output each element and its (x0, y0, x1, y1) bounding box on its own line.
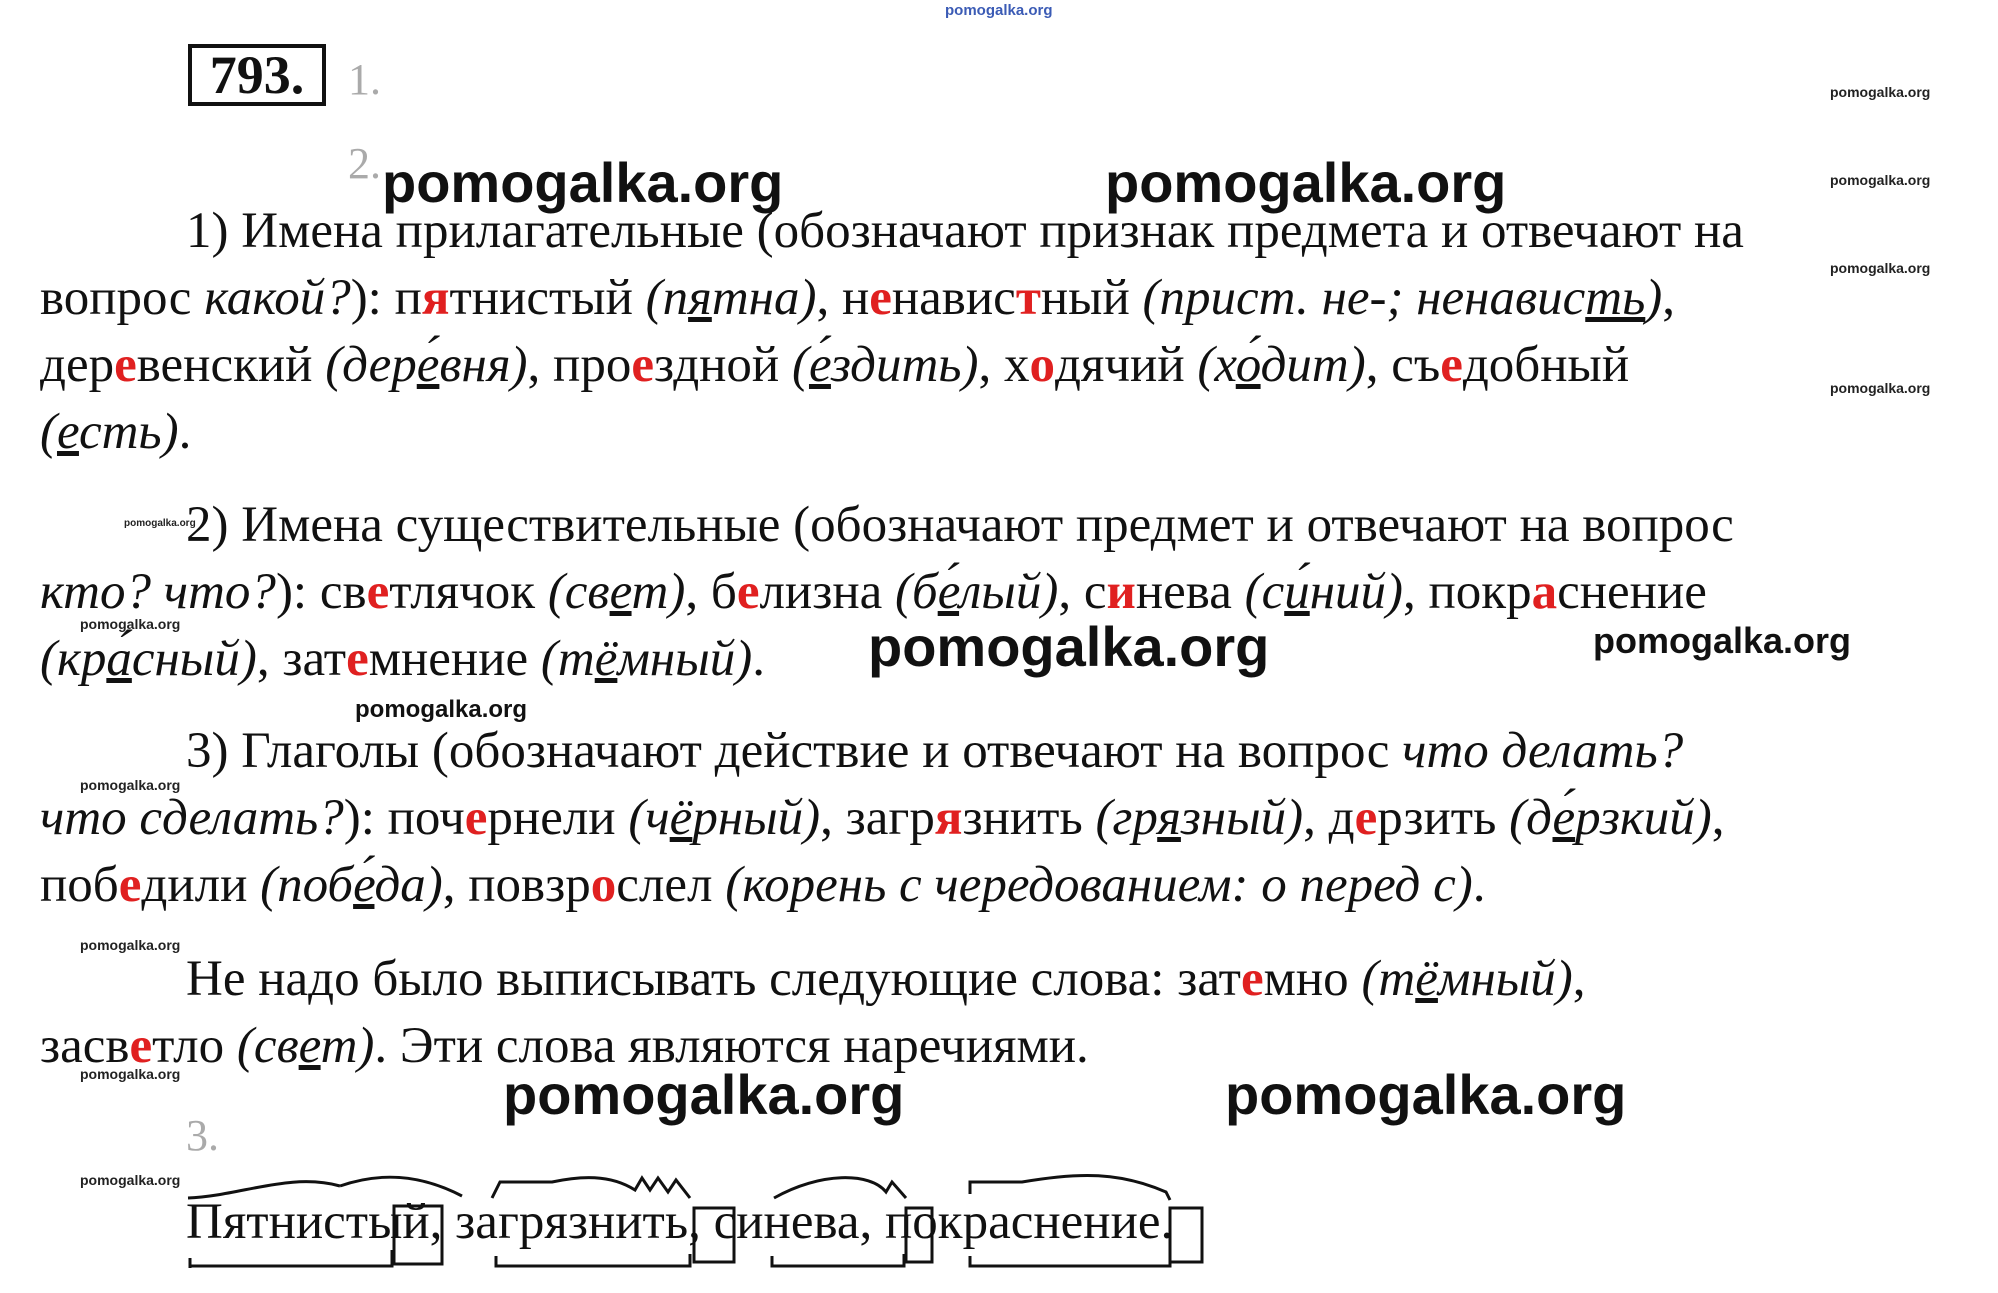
italic-text: (п (645, 270, 689, 326)
p4-line-1 (186, 946, 1586, 1013)
italic-text: здить) (830, 337, 979, 393)
italic-text: какой? (204, 270, 351, 326)
italic-text: рный) (692, 790, 821, 846)
highlighted-vowel: е (1440, 337, 1463, 393)
watermark: pomogalka.org (1830, 380, 1931, 396)
text: , покр (1403, 564, 1532, 620)
watermark: pomogalka.org (80, 1066, 181, 1082)
text: рнели (487, 790, 629, 846)
text: мнение (368, 631, 541, 687)
italic-text: (ч (628, 790, 670, 846)
highlighted-vowel: е (736, 564, 760, 620)
italic-text: (т (1361, 951, 1416, 1007)
text: засв (40, 1018, 130, 1074)
watermark: pomogalka.org (1830, 84, 1931, 100)
text: . (178, 404, 192, 460)
text: мно (1263, 951, 1362, 1007)
text: , х (978, 337, 1030, 393)
highlighted-vowel: о (1029, 337, 1055, 393)
section-marker-3: 3. (186, 1111, 219, 1160)
watermark-large: pomogalka.org (503, 1063, 905, 1126)
italic-text: зный) (1180, 790, 1304, 846)
italic-text: (св (236, 1018, 299, 1074)
italic-text: (поб (260, 857, 354, 913)
p1-line-1 (186, 198, 1744, 265)
text: тнистый (449, 270, 646, 326)
text: , съ (1365, 337, 1441, 393)
ending-box-4 (1170, 1208, 1202, 1262)
text: ): св (275, 564, 367, 620)
exercise-number: 793. (188, 44, 326, 106)
watermark: pomogalka.org (80, 616, 181, 632)
underlined-letter: о́ (1235, 337, 1261, 393)
p2-line-1 (186, 492, 1734, 559)
italic-text: сный) (131, 631, 257, 687)
text: 1) Имена прилагательные (обозначают признак предмета и отвечают на (186, 203, 1744, 259)
text: , б (685, 564, 737, 620)
watermark-large: pomogalka.org (382, 151, 784, 214)
italic-text: (б (895, 564, 938, 620)
italic-text: (гр (1095, 790, 1158, 846)
underlined-letter: я (688, 270, 712, 326)
underlined-letter: ё (594, 631, 618, 687)
morph-separator: , (688, 1194, 714, 1250)
italic-text: ( (791, 337, 809, 393)
p1-line-2 (40, 265, 1675, 332)
highlighted-vowel: я (421, 270, 450, 326)
text: , (1572, 951, 1586, 1007)
italic-text: (кр (40, 631, 107, 687)
morph-word-2: загрязнить (455, 1194, 689, 1250)
watermark: pomogalka.org (124, 518, 196, 529)
text: ): поч (343, 790, 465, 846)
p3-line-1 (186, 718, 1683, 785)
text: . (752, 631, 765, 687)
text: . (1472, 857, 1486, 913)
italic-text: ) (1645, 270, 1663, 326)
text: , н (816, 270, 870, 326)
text: навис (891, 270, 1016, 326)
watermark-large: pomogalka.org (868, 615, 1270, 678)
text: . Эти слова являются наречиями. (374, 1018, 1089, 1074)
italic-text: (прист. не-; ненавис (1142, 270, 1586, 326)
highlighted-vowel: я (934, 790, 963, 846)
watermark: pomogalka.org (1593, 620, 1852, 661)
italic-text: сть) (78, 404, 179, 460)
text: рзить (1377, 790, 1510, 846)
watermark-top: pomogalka.org (945, 2, 1053, 19)
text: венский (136, 337, 326, 393)
p3-line-2 (40, 785, 1724, 852)
text: тлячок (389, 564, 548, 620)
text: лизна (759, 564, 896, 620)
underlined-letter: е (56, 404, 79, 460)
text: 3) Глаголы (обозначают действие и отвечают на вопрос (186, 723, 1403, 779)
text: здной (653, 337, 792, 393)
underlined-letter: е (298, 1018, 321, 1074)
italic-text: дит) (1260, 337, 1366, 393)
text: ный (1040, 270, 1143, 326)
p4-line-2 (40, 1013, 1089, 1080)
italic-text: что сделать? (40, 790, 344, 846)
p2-line-3 (40, 626, 765, 693)
text: , с (1058, 564, 1107, 620)
watermark: pomogalka.org (80, 937, 181, 953)
underlined-letter: ё (669, 790, 693, 846)
text: , (1711, 790, 1725, 846)
underlined-letter: е́ (416, 337, 440, 393)
highlighted-vowel: т (1015, 270, 1041, 326)
watermark: pomogalka.org (355, 696, 528, 723)
text: , (1662, 270, 1676, 326)
text: 2) Имена существительные (обозначают предмет и отвечают на вопрос (186, 497, 1734, 553)
highlighted-vowel: о (590, 857, 617, 913)
underlined-letter: и́ (1284, 564, 1310, 620)
highlighted-vowel: е (366, 564, 390, 620)
text: знить (962, 790, 1096, 846)
italic-text: (т (540, 631, 595, 687)
watermark-large: pomogalka.org (1225, 1063, 1627, 1126)
italic-text: ний) (1309, 564, 1404, 620)
watermark: pomogalka.org (1830, 172, 1931, 188)
highlighted-vowel: е (114, 337, 137, 393)
morph-word-3: синева (713, 1194, 860, 1250)
italic-text: (св (547, 564, 610, 620)
watermark: pomogalka.org (80, 777, 181, 793)
highlighted-vowel: е (464, 790, 488, 846)
italic-text: т) (320, 1018, 375, 1074)
highlighted-vowel: е (118, 857, 142, 913)
italic-text: мный) (617, 631, 753, 687)
text: дер (40, 337, 115, 393)
italic-text: тна) (711, 270, 817, 326)
morph-word-1: Пятнистый (186, 1194, 430, 1250)
text: вопрос (40, 270, 205, 326)
underlined-letter: ть (1585, 270, 1646, 326)
p3-line-3 (40, 852, 1485, 919)
text: ): п (350, 270, 422, 326)
watermark: pomogalka.org (80, 1172, 181, 1188)
italic-text: (д (1509, 790, 1553, 846)
text: дили (141, 857, 261, 913)
text: , загр (820, 790, 935, 846)
underlined-letter: я (1157, 790, 1181, 846)
underlined-letter: е́ (937, 564, 960, 620)
highlighted-vowel: е (129, 1018, 153, 1074)
italic-text: лый) (959, 564, 1059, 620)
italic-text: вня) (439, 337, 528, 393)
text: поб (40, 857, 119, 913)
italic-text: мный) (1437, 951, 1573, 1007)
italic-text: (корень с чередованием: о перед с) (725, 857, 1473, 913)
italic-text: ( (40, 404, 57, 460)
underlined-letter: е́ (1552, 790, 1576, 846)
highlighted-vowel: и (1106, 564, 1136, 620)
highlighted-vowel: а (1531, 564, 1558, 620)
underlined-letter: ё (1415, 951, 1438, 1007)
italic-text: да) (374, 857, 443, 913)
morpheme-line (186, 1192, 1173, 1252)
highlighted-vowel: е (1354, 790, 1378, 846)
highlighted-vowel: е (869, 270, 892, 326)
section-marker-2: 2. (348, 139, 381, 188)
p2-line-2 (40, 559, 1707, 626)
underlined-letter: е́ (808, 337, 831, 393)
p1-line-4 (40, 399, 191, 466)
text: тло (152, 1018, 237, 1074)
text: добный (1462, 337, 1630, 393)
morph-end: . (1160, 1194, 1174, 1250)
italic-text: кто? что? (40, 564, 276, 620)
italic-text: (дер (325, 337, 417, 393)
text: слел (616, 857, 726, 913)
morph-separator: , (429, 1194, 456, 1250)
section-marker-1: 1. (348, 55, 381, 104)
highlighted-vowel: е (346, 631, 369, 687)
highlighted-vowel: е (631, 337, 654, 393)
text: Не надо было выписывать следующие слова: зат (186, 951, 1241, 1007)
text: нева (1135, 564, 1245, 620)
italic-text: (х (1197, 337, 1236, 393)
italic-text: что делать? (1402, 723, 1684, 779)
p1-line-3 (40, 332, 1629, 399)
italic-text: (с (1244, 564, 1285, 620)
text: , д (1303, 790, 1355, 846)
underlined-letter: е (609, 564, 632, 620)
text: , повзр (442, 857, 591, 913)
underlined-letter: а́ (106, 631, 132, 687)
text: , зат (256, 631, 347, 687)
highlighted-vowel: е (1240, 951, 1264, 1007)
watermark-large: pomogalka.org (1105, 151, 1507, 214)
text: , про (527, 337, 632, 393)
morph-word-4: покраснение (885, 1194, 1161, 1250)
text: снение (1557, 564, 1707, 620)
underlined-letter: е́ (353, 857, 375, 913)
italic-text: рзкий) (1575, 790, 1712, 846)
text: дячий (1054, 337, 1198, 393)
italic-text: т) (631, 564, 686, 620)
morph-separator: , (859, 1194, 885, 1250)
watermark: pomogalka.org (1830, 260, 1931, 276)
